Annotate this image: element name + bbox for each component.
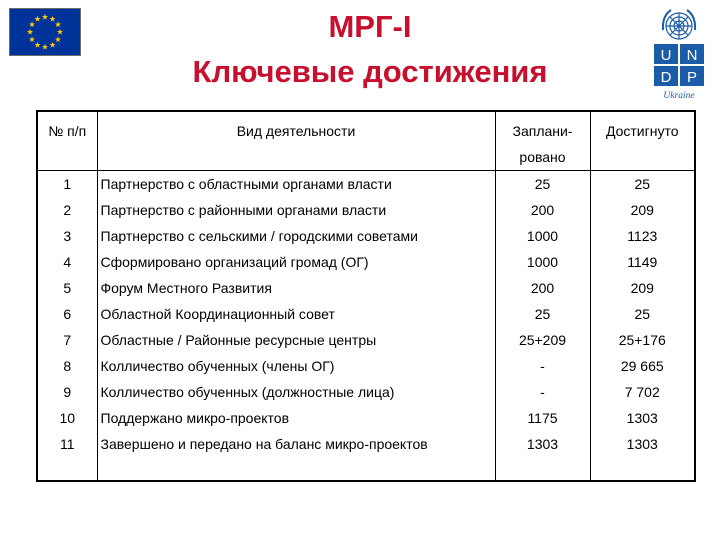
- cell-num: 2: [37, 197, 97, 223]
- cell-planned: 200: [495, 275, 590, 301]
- cell-achieved: 1303: [590, 431, 695, 481]
- cell-activity: Колличество обученных (должностные лица): [97, 379, 495, 405]
- cell-planned: 1175: [495, 405, 590, 431]
- cell-activity: Колличество обученных (члены ОГ): [97, 353, 495, 379]
- cell-achieved: 25: [590, 171, 695, 197]
- column-header-num: № п/п: [37, 111, 97, 171]
- table-body: [37, 171, 695, 481]
- cell-planned: 25: [495, 301, 590, 327]
- table-row: [37, 197, 695, 223]
- column-header-activity: Вид деятельности: [97, 111, 495, 171]
- cell-activity: Партнерство с районными органами власти: [97, 197, 495, 223]
- cell-activity: Поддержано микро-проектов: [97, 405, 495, 431]
- cell-num: 9: [37, 379, 97, 405]
- cell-achieved: 7 702: [590, 379, 695, 405]
- table-row: [37, 275, 695, 301]
- table-row: [37, 405, 695, 431]
- table-row: [37, 327, 695, 353]
- eu-flag-logo: [9, 8, 81, 56]
- cell-planned: -: [495, 353, 590, 379]
- table-row: [37, 353, 695, 379]
- cell-activity: Областной Координационный совет: [97, 301, 495, 327]
- table-header-row: [37, 111, 695, 171]
- cell-achieved: 209: [590, 197, 695, 223]
- cell-achieved: 1149: [590, 249, 695, 275]
- cell-achieved: 1123: [590, 223, 695, 249]
- cell-num: 3: [37, 223, 97, 249]
- undp-country-label: Ukraine: [663, 91, 695, 101]
- undp-letter-d: D: [660, 69, 672, 86]
- undp-letter-n: N: [686, 47, 698, 64]
- cell-num: 6: [37, 301, 97, 327]
- cell-activity: Партнерство с областными органами власти: [97, 171, 495, 197]
- cell-activity: Партнерство с сельскими / городскими советами: [97, 223, 495, 249]
- cell-num: 1: [37, 171, 97, 197]
- undp-letter-p: P: [686, 69, 698, 86]
- title-line-1: МРГ-І: [328, 9, 412, 44]
- undp-emblem-icon: [644, 8, 714, 90]
- cell-achieved: 25+176: [590, 327, 695, 353]
- table-row: [37, 379, 695, 405]
- cell-activity: Областные / Районные ресурсные центры: [97, 327, 495, 353]
- cell-planned: 25: [495, 171, 590, 197]
- cell-achieved: 29 665: [590, 353, 695, 379]
- cell-activity: Форум Местного Развития: [97, 275, 495, 301]
- cell-num: 8: [37, 353, 97, 379]
- eu-flag-icon: [10, 9, 80, 55]
- title-line-2: Ключевые достижения: [192, 54, 548, 89]
- column-header-planned-line-2: ровано: [519, 149, 566, 165]
- cell-achieved: 1303: [590, 405, 695, 431]
- undp-logo: [644, 8, 714, 102]
- cell-num: 11: [37, 431, 97, 481]
- cell-planned: 1000: [495, 249, 590, 275]
- cell-activity: Завершено и передано на баланс микро-проектов: [97, 431, 495, 481]
- undp-letter-u: U: [660, 47, 672, 64]
- cell-num: 7: [37, 327, 97, 353]
- column-header-planned: [495, 111, 590, 171]
- cell-achieved: 209: [590, 275, 695, 301]
- achievements-table: [36, 110, 696, 482]
- column-header-achieved: Достигнуто: [590, 111, 695, 171]
- table-row: [37, 223, 695, 249]
- cell-num: 5: [37, 275, 97, 301]
- table-row: [37, 249, 695, 275]
- cell-planned: 1000: [495, 223, 590, 249]
- cell-planned: 1303: [495, 431, 590, 481]
- cell-planned: 200: [495, 197, 590, 223]
- cell-num: 4: [37, 249, 97, 275]
- cell-achieved: 25: [590, 301, 695, 327]
- table-row: [37, 171, 695, 197]
- page-title: [150, 4, 590, 94]
- column-header-planned-line-1: Заплани-: [512, 123, 573, 139]
- table-row: [37, 431, 695, 481]
- cell-activity: Сформировано организаций громад (ОГ): [97, 249, 495, 275]
- cell-planned: 25+209: [495, 327, 590, 353]
- cell-num: 10: [37, 405, 97, 431]
- cell-planned: -: [495, 379, 590, 405]
- table-row: [37, 301, 695, 327]
